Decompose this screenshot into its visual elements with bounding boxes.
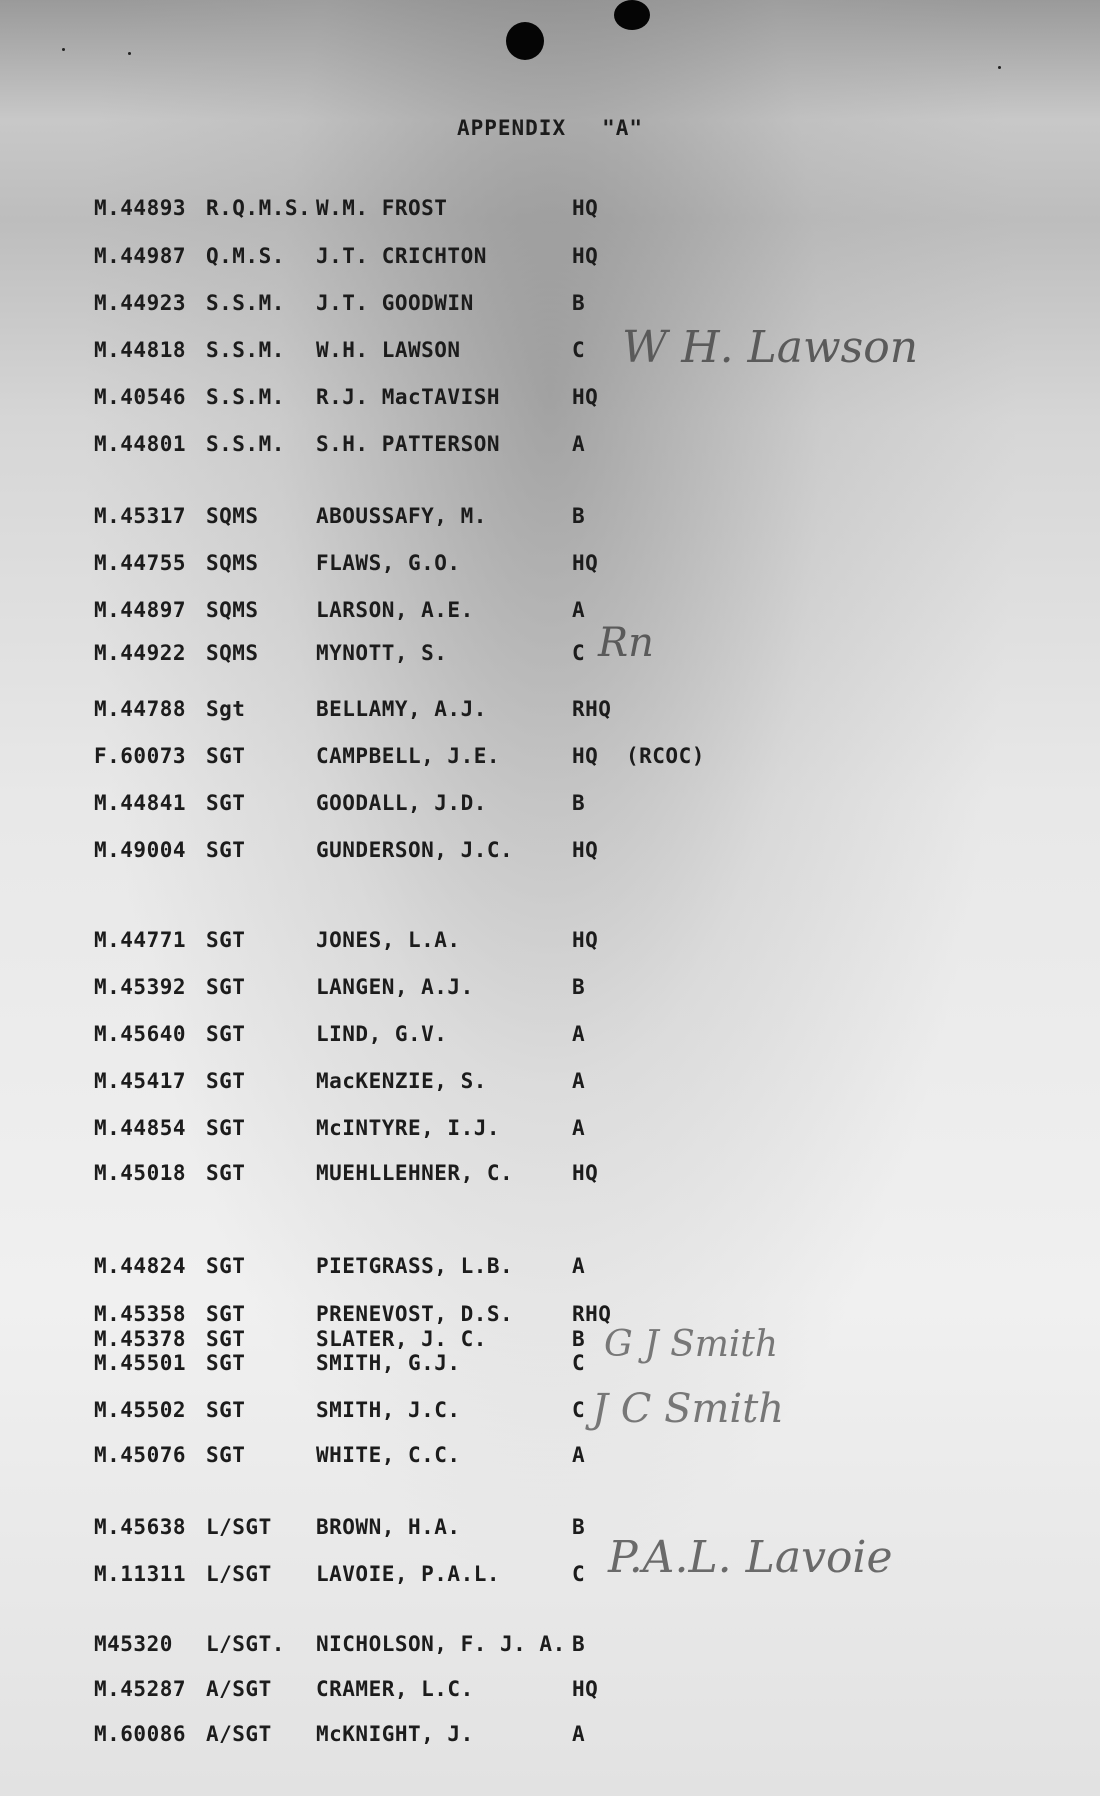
member-name: GOODALL, J.D.	[316, 791, 487, 815]
service-number: M.44922	[94, 641, 187, 665]
roster-row	[0, 1398, 1100, 1428]
rank: SGT	[206, 928, 246, 952]
roster-row	[0, 432, 1100, 462]
member-name: LANGEN, A.J.	[316, 975, 474, 999]
speck	[128, 52, 131, 55]
roster-row	[0, 975, 1100, 1005]
title-word: APPENDIX	[456, 116, 567, 140]
member-name: SMITH, J.C.	[316, 1398, 461, 1422]
roster-row	[0, 1022, 1100, 1052]
punch-hole-right	[614, 0, 650, 30]
unit: HQ	[572, 196, 599, 220]
rank: SGT	[206, 1069, 246, 1093]
member-name: LIND, G.V.	[316, 1022, 448, 1046]
service-number: F.60073	[94, 744, 187, 768]
unit: HQ	[572, 1677, 599, 1701]
unit: A	[572, 432, 586, 456]
member-name: BELLAMY, A.J.	[316, 697, 487, 721]
member-name: PIETGRASS, L.B.	[316, 1254, 514, 1278]
service-number: M.45392	[94, 975, 187, 999]
service-number: M.45018	[94, 1161, 187, 1185]
roster-row	[0, 928, 1100, 958]
unit: RHQ	[572, 697, 612, 721]
service-number: M.44824	[94, 1254, 187, 1278]
member-name: SLATER, J. C.	[316, 1327, 487, 1351]
rank: S.S.M.	[206, 385, 285, 409]
rank: SQMS	[206, 641, 259, 665]
service-number: M.11311	[94, 1562, 187, 1586]
member-name: S.H. PATTERSON	[316, 432, 501, 456]
service-number: M.40546	[94, 385, 187, 409]
unit: A	[572, 1443, 586, 1467]
unit: C	[572, 1351, 586, 1375]
service-number: M.45502	[94, 1398, 187, 1422]
unit: A	[572, 1069, 586, 1093]
service-number: M.45640	[94, 1022, 187, 1046]
roster-row	[0, 697, 1100, 727]
rank: SGT	[206, 975, 246, 999]
member-name: CRAMER, L.C.	[316, 1677, 474, 1701]
rank: SGT	[206, 791, 246, 815]
service-number: M.44771	[94, 928, 187, 952]
service-number: M.45417	[94, 1069, 187, 1093]
title-letter: "A"	[602, 116, 644, 140]
service-number: M.44841	[94, 791, 187, 815]
roster-row	[0, 385, 1100, 415]
service-number: M.45358	[94, 1302, 187, 1326]
service-number: M.44897	[94, 598, 187, 622]
service-number: M.44923	[94, 291, 187, 315]
rank: SGT	[206, 1116, 246, 1140]
unit: HQ	[572, 744, 599, 768]
member-name: PRENEVOST, D.S.	[316, 1302, 514, 1326]
unit: A	[572, 1722, 586, 1746]
rank: SGT	[206, 1443, 246, 1467]
rank: SQMS	[206, 598, 259, 622]
member-name: W.M. FROST	[316, 196, 448, 220]
service-number: M.45287	[94, 1677, 187, 1701]
roster-row	[0, 1562, 1100, 1592]
unit: HQ	[572, 928, 599, 952]
roster-row	[0, 1515, 1100, 1545]
unit: B	[572, 504, 586, 528]
member-name: NICHOLSON, F. J. A.	[316, 1632, 566, 1656]
roster-row	[0, 244, 1100, 274]
member-name: CAMPBELL, J.E.	[316, 744, 501, 768]
rank: Q.M.S.	[206, 244, 285, 268]
unit: A	[572, 598, 586, 622]
rank: A/SGT	[206, 1677, 272, 1701]
unit: C	[572, 641, 586, 665]
unit: HQ	[572, 244, 599, 268]
roster-row	[0, 598, 1100, 628]
member-name: McKNIGHT, J.	[316, 1722, 474, 1746]
member-name: R.J. MacTAVISH	[316, 385, 501, 409]
roster-row	[0, 1254, 1100, 1284]
roster-row	[0, 1677, 1100, 1707]
roster-row	[0, 1069, 1100, 1099]
service-number: M.44755	[94, 551, 187, 575]
member-name: JONES, L.A.	[316, 928, 461, 952]
rank: SGT	[206, 1327, 246, 1351]
unit: B	[572, 1327, 586, 1351]
page-title	[0, 116, 1100, 140]
note: (RCOC)	[626, 744, 705, 768]
member-name: J.T. GOODWIN	[316, 291, 474, 315]
rank: L/SGT	[206, 1562, 272, 1586]
roster-row	[0, 291, 1100, 321]
roster-row	[0, 1443, 1100, 1473]
service-number: M.44854	[94, 1116, 187, 1140]
unit: C	[572, 1562, 586, 1586]
service-number: M.60086	[94, 1722, 187, 1746]
rank: SGT	[206, 1022, 246, 1046]
member-name: MUEHLLEHNER, C.	[316, 1161, 514, 1185]
roster-row	[0, 838, 1100, 868]
rank: SQMS	[206, 504, 259, 528]
signature-smith-gj: G J Smith	[604, 1324, 779, 1365]
rank: L/SGT.	[206, 1632, 285, 1656]
speck	[998, 66, 1001, 69]
service-number: M.44987	[94, 244, 187, 268]
rank: S.S.M.	[206, 291, 285, 315]
member-name: W.H. LAWSON	[316, 338, 461, 362]
roster-row	[0, 196, 1100, 226]
service-number: M.44788	[94, 697, 187, 721]
unit: C	[572, 1398, 586, 1422]
punch-hole-left	[506, 22, 544, 60]
member-name: J.T. CRICHTON	[316, 244, 487, 268]
service-number: M.44818	[94, 338, 187, 362]
service-number: M.45378	[94, 1327, 187, 1351]
service-number: M.45317	[94, 504, 187, 528]
signature-lawson: W H. Lawson	[622, 322, 919, 373]
member-name: BROWN, H.A.	[316, 1515, 461, 1539]
service-number: M.45638	[94, 1515, 187, 1539]
signature-mynott: Rn	[598, 620, 654, 666]
roster-row	[0, 791, 1100, 821]
rank: SGT	[206, 1254, 246, 1278]
rank: S.S.M.	[206, 432, 285, 456]
member-name: GUNDERSON, J.C.	[316, 838, 514, 862]
member-name: McINTYRE, I.J.	[316, 1116, 501, 1140]
signature-smith-jc: J C Smith	[592, 1386, 785, 1432]
unit: HQ	[572, 838, 599, 862]
rank: R.Q.M.S.	[206, 196, 312, 220]
roster-row	[0, 338, 1100, 368]
unit: HQ	[572, 1161, 599, 1185]
rank: SQMS	[206, 551, 259, 575]
unit: HQ	[572, 385, 599, 409]
roster-row	[0, 1632, 1100, 1662]
member-name: MacKENZIE, S.	[316, 1069, 487, 1093]
rank: L/SGT	[206, 1515, 272, 1539]
service-number: M.45076	[94, 1443, 187, 1467]
unit: B	[572, 975, 586, 999]
member-name: SMITH, G.J.	[316, 1351, 461, 1375]
service-number: M45320	[94, 1632, 173, 1656]
member-name: FLAWS, G.O.	[316, 551, 461, 575]
roster-row	[0, 1116, 1100, 1146]
rank: S.S.M.	[206, 338, 285, 362]
roster-row	[0, 1722, 1100, 1752]
member-name: LARSON, A.E.	[316, 598, 474, 622]
roster-row	[0, 744, 1100, 774]
roster-row	[0, 1351, 1100, 1381]
roster-row	[0, 551, 1100, 581]
roster-row	[0, 504, 1100, 534]
member-name: ABOUSSAFY, M.	[316, 504, 487, 528]
member-name: LAVOIE, P.A.L.	[316, 1562, 501, 1586]
roster-row	[0, 641, 1100, 671]
unit: A	[572, 1254, 586, 1278]
service-number: M.44893	[94, 196, 187, 220]
rank: SGT	[206, 838, 246, 862]
unit: RHQ	[572, 1302, 612, 1326]
unit: A	[572, 1022, 586, 1046]
roster-row	[0, 1161, 1100, 1191]
signature-lavoie: P.A.L. Lavoie	[608, 1532, 893, 1583]
rank: Sgt	[206, 697, 246, 721]
member-name: MYNOTT, S.	[316, 641, 448, 665]
rank: SGT	[206, 1302, 246, 1326]
service-number: M.44801	[94, 432, 187, 456]
unit: B	[572, 291, 586, 315]
speck	[62, 48, 65, 51]
unit: C	[572, 338, 586, 362]
unit: A	[572, 1116, 586, 1140]
service-number: M.45501	[94, 1351, 187, 1375]
unit: B	[572, 1515, 586, 1539]
rank: A/SGT	[206, 1722, 272, 1746]
unit: HQ	[572, 551, 599, 575]
rank: SGT	[206, 1351, 246, 1375]
unit: B	[572, 791, 586, 815]
rank: SGT	[206, 1161, 246, 1185]
service-number: M.49004	[94, 838, 187, 862]
unit: B	[572, 1632, 586, 1656]
rank: SGT	[206, 1398, 246, 1422]
member-name: WHITE, C.C.	[316, 1443, 461, 1467]
rank: SGT	[206, 744, 246, 768]
